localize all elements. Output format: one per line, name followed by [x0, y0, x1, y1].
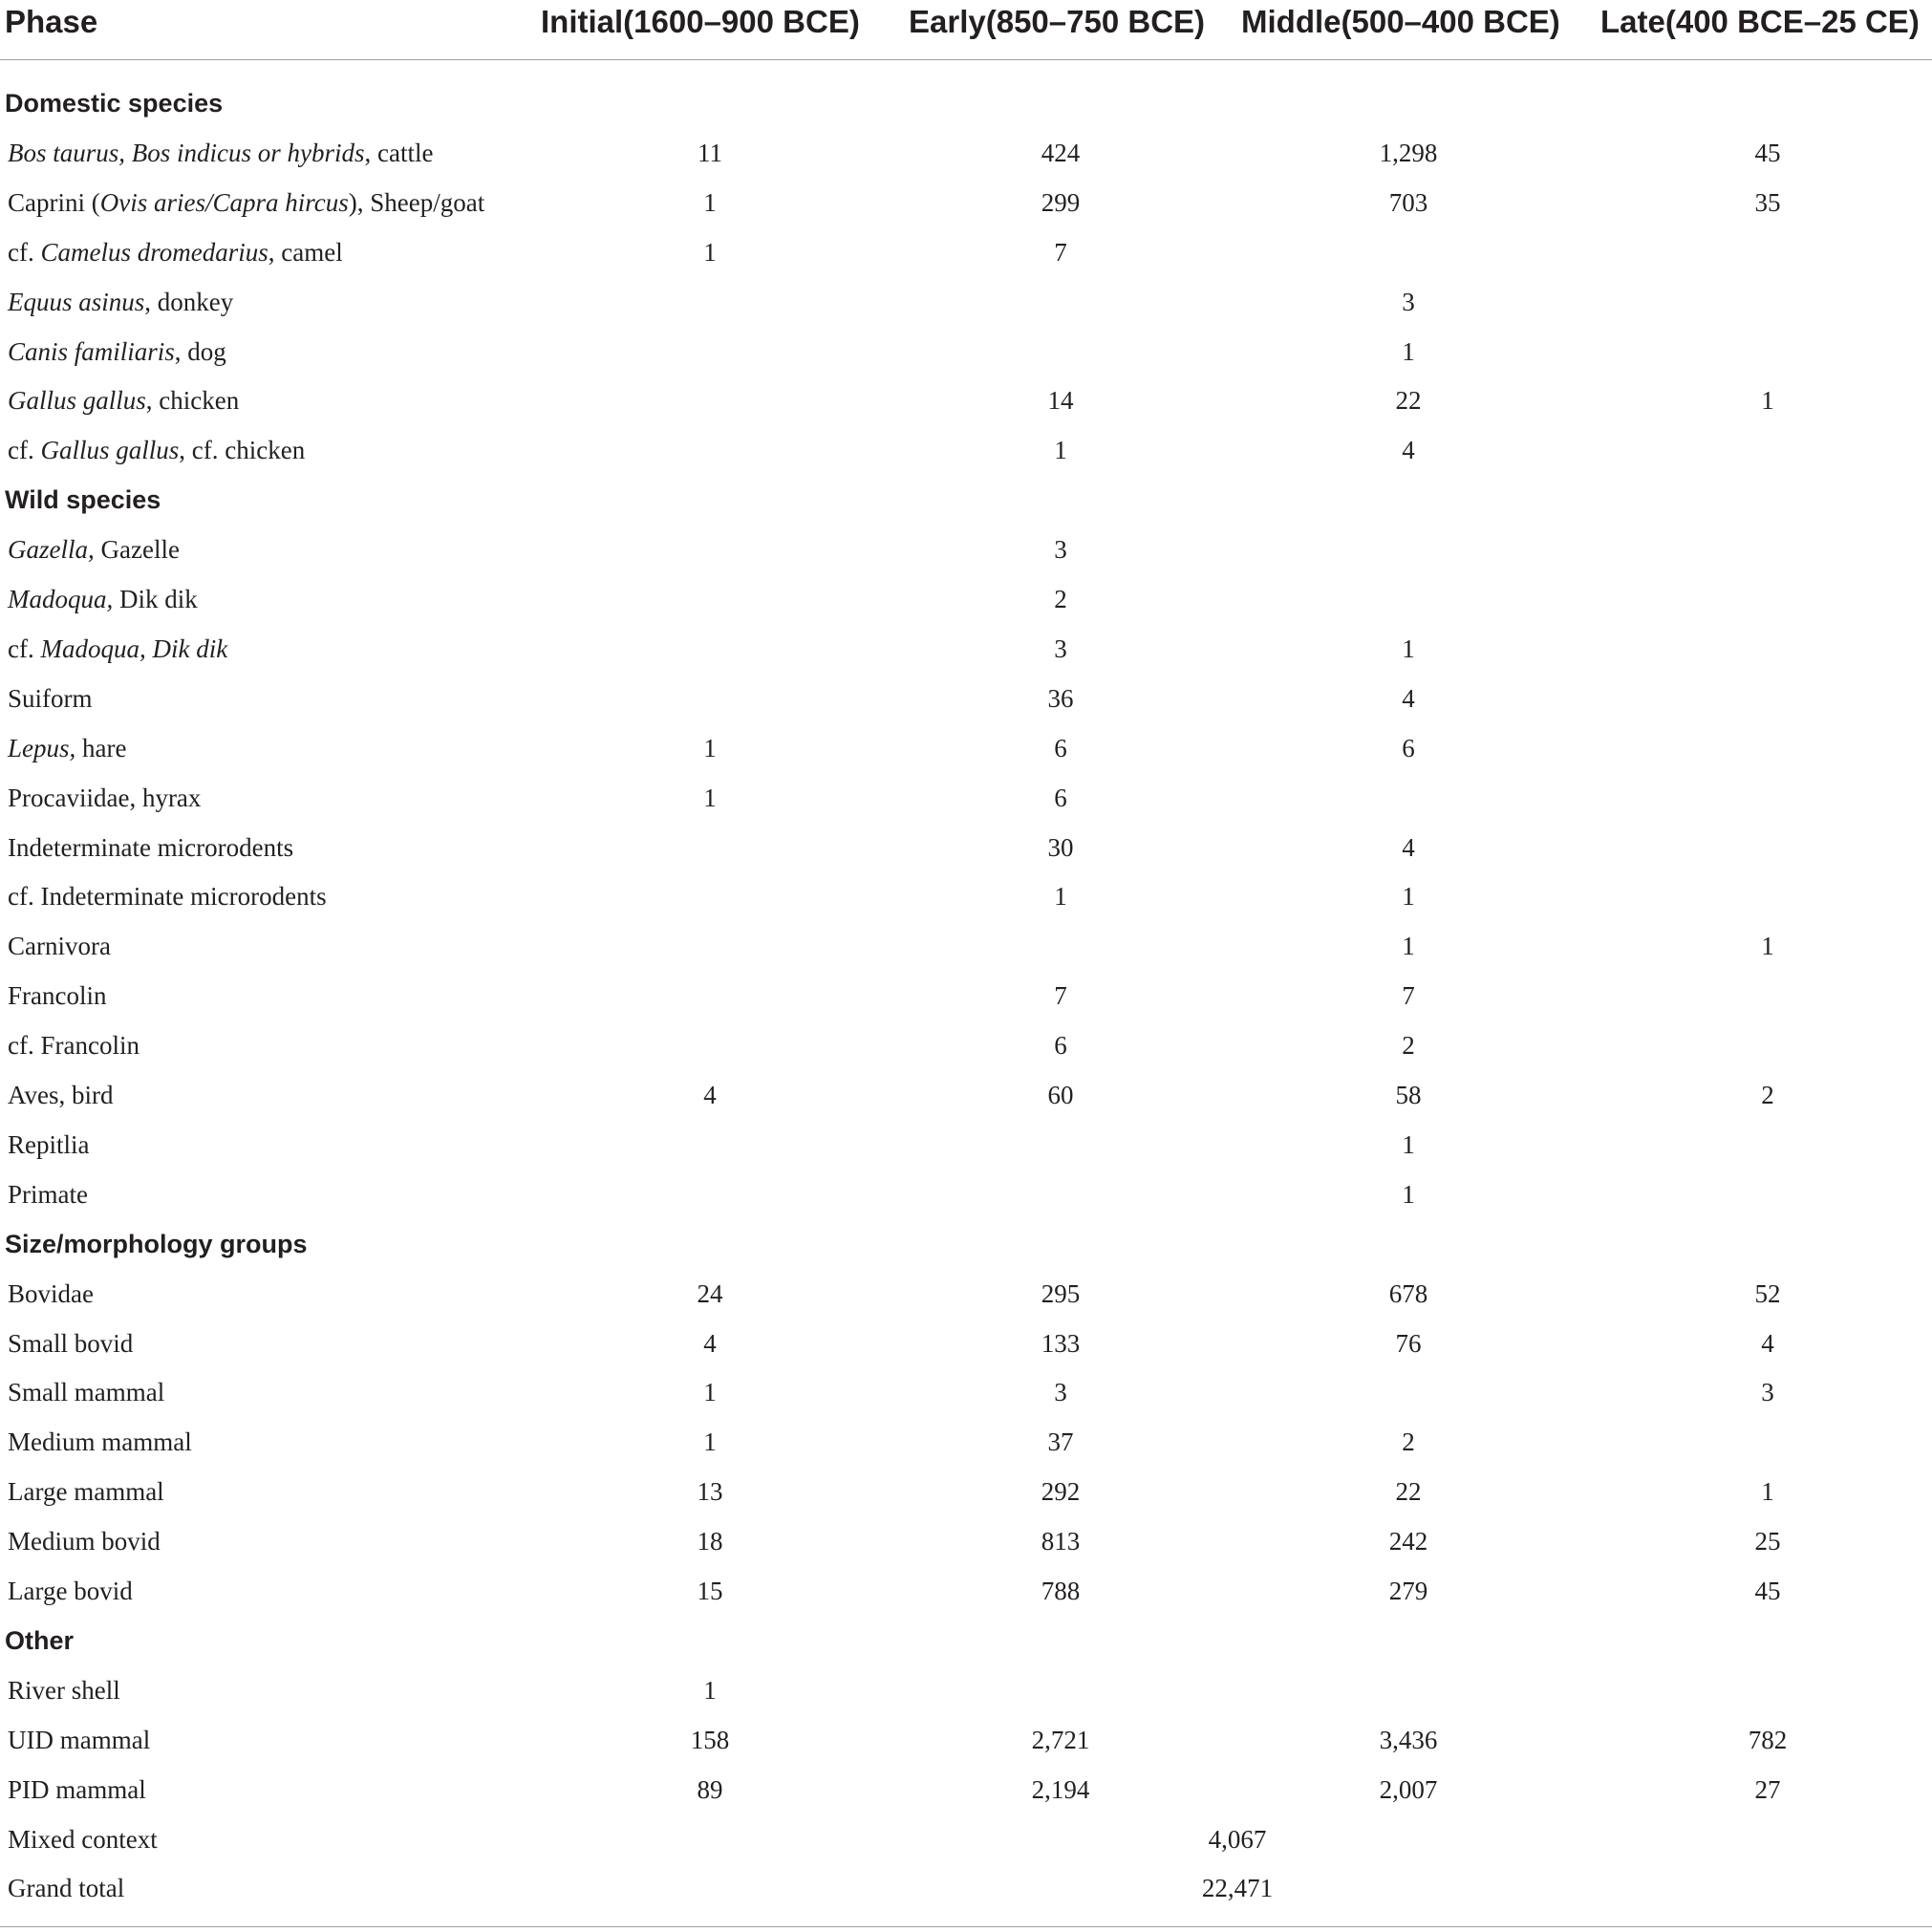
section-row-other — [0, 1616, 1932, 1665]
row-label-part: Mixed context — [8, 1824, 158, 1854]
row-label-part: Ovis aries/Capra hircus — [99, 187, 349, 217]
table-cell: 1 — [703, 187, 717, 217]
row-label — [8, 128, 434, 178]
section-heading: Domestic species — [5, 89, 224, 118]
table-cell: 242 — [1388, 1527, 1428, 1556]
table-row — [0, 376, 1932, 425]
table-cell: 292 — [1041, 1477, 1081, 1507]
table-cell: 3 — [1054, 633, 1067, 663]
table-cell: 3,436 — [1379, 1725, 1438, 1754]
table-cell: 295 — [1041, 1278, 1081, 1308]
row-label-part: Indeterminate microrodents — [8, 832, 294, 862]
row-label-part: Suiform — [8, 683, 93, 713]
row-label-part: Grand total — [8, 1874, 125, 1903]
table-cell: 1 — [1054, 882, 1067, 912]
table-cell: 27 — [1754, 1774, 1781, 1804]
section-heading: Wild species — [5, 485, 161, 515]
table-cell: 1,298 — [1379, 138, 1438, 167]
table-cell: 1 — [703, 237, 717, 267]
table-cell — [1672, 1665, 1863, 1715]
table-cell: 4 — [1761, 1328, 1774, 1358]
table-cell — [1313, 574, 1504, 624]
row-label — [8, 425, 305, 475]
table-cell: 1 — [703, 783, 717, 812]
table-cell: 158 — [690, 1725, 730, 1754]
table-row — [0, 277, 1932, 327]
table-cell — [1313, 1367, 1504, 1417]
table-cell: 133 — [1041, 1328, 1081, 1358]
table-cell — [1672, 1417, 1863, 1467]
row-label-part: , camel — [268, 237, 343, 267]
table-row — [0, 1319, 1932, 1368]
table-cell: 813 — [1041, 1527, 1081, 1556]
row-label — [8, 1269, 94, 1319]
table-cell: 18 — [697, 1527, 723, 1556]
row-label — [8, 1120, 89, 1170]
row-label — [8, 823, 293, 872]
row-label — [8, 1566, 133, 1616]
table-cell: 1 — [703, 733, 717, 762]
row-label-part: Medium bovid — [8, 1527, 161, 1556]
table-cell — [1672, 871, 1863, 921]
row-label-part: Large mammal — [8, 1477, 164, 1507]
row-label — [8, 1417, 192, 1467]
row-label — [8, 327, 226, 376]
row-label-part: Dik dik — [113, 585, 198, 613]
table-cell: 24 — [697, 1278, 723, 1308]
table-cell: 6 — [1402, 733, 1415, 762]
row-label-part: cf. — [8, 436, 41, 465]
table-cell: 1 — [703, 1675, 717, 1705]
table-row — [0, 227, 1932, 277]
row-label — [8, 1319, 133, 1368]
table-cell: 678 — [1388, 1278, 1428, 1308]
table-cell: 1 — [1054, 436, 1067, 465]
row-label — [8, 376, 239, 425]
table-cell: 22 — [1395, 386, 1422, 416]
table-cell — [614, 277, 805, 327]
row-label — [8, 624, 227, 674]
row-label-part: Medium mammal — [8, 1428, 192, 1457]
table-cell — [1672, 227, 1863, 277]
table-row — [0, 723, 1932, 773]
table-row — [0, 1020, 1932, 1070]
table-cell: 89 — [697, 1774, 723, 1804]
table-row — [0, 1814, 1932, 1864]
row-label — [8, 525, 180, 574]
section-row-wild — [0, 475, 1932, 525]
table-cell: 1 — [1402, 1129, 1415, 1159]
row-label-part: ), Sheep/goat — [348, 187, 485, 217]
table-cell — [1672, 823, 1863, 872]
table-cell: 3 — [1761, 1378, 1774, 1407]
table-cell: 6 — [1054, 733, 1067, 762]
total-cell: 22,471 — [1201, 1874, 1274, 1903]
table-cell: 2 — [1402, 1031, 1415, 1061]
table-row — [0, 773, 1932, 823]
section-row-domestic — [0, 78, 1932, 128]
table-cell: 13 — [697, 1477, 723, 1507]
row-label-part: cf. — [8, 633, 41, 663]
table-row — [0, 971, 1932, 1020]
table-row — [0, 574, 1932, 624]
table-row — [0, 1170, 1932, 1219]
row-label — [8, 1170, 88, 1219]
table-cell: 76 — [1395, 1328, 1422, 1358]
header-initial: Initial(1600–900 BCE) — [541, 4, 860, 39]
table-cell — [1672, 327, 1863, 376]
table-cell: 7 — [1402, 981, 1415, 1011]
table-cell: 782 — [1748, 1725, 1788, 1754]
table-cell — [614, 624, 805, 674]
table-cell — [614, 327, 805, 376]
table-cell: 45 — [1754, 1577, 1781, 1605]
table-row — [0, 1070, 1932, 1120]
row-label — [8, 178, 484, 227]
table-row — [0, 327, 1932, 376]
table-cell: 1 — [703, 1428, 717, 1457]
table-row — [0, 525, 1932, 574]
table-cell: 1 — [1761, 1477, 1774, 1507]
table-cell: 4 — [703, 1081, 717, 1109]
row-label-part: Equus asinus — [8, 287, 145, 316]
table-cell — [614, 376, 805, 425]
row-label-part: Madoqua, Dik dik — [40, 633, 228, 663]
table-cell: 11 — [698, 138, 722, 167]
table-cell: 2,007 — [1379, 1774, 1438, 1804]
table-row — [0, 1467, 1932, 1516]
row-label — [8, 1367, 164, 1417]
table-cell: 6 — [1054, 1031, 1067, 1061]
table-cell: 1 — [1402, 882, 1415, 912]
table-cell: 25 — [1754, 1527, 1781, 1556]
row-label-part: , cattle — [364, 138, 434, 167]
table-cell: 703 — [1388, 187, 1428, 217]
row-label-part: cf. Indeterminate microrodents — [8, 882, 327, 912]
row-label-part: Large bovid — [8, 1577, 133, 1605]
header-middle: Middle(500–400 BCE) — [1241, 4, 1560, 39]
row-label — [8, 277, 233, 327]
row-label — [8, 773, 201, 823]
table-cell: 14 — [1047, 386, 1074, 416]
table-row — [0, 1863, 1932, 1913]
table-cell — [965, 1120, 1156, 1170]
table-cell — [1672, 723, 1863, 773]
row-label-part: Francolin — [8, 981, 107, 1011]
section-row-size — [0, 1219, 1932, 1269]
table-cell — [614, 574, 805, 624]
table-cell — [614, 425, 805, 475]
row-label-part: Canis familiaris — [8, 336, 175, 366]
table-cell — [614, 823, 805, 872]
table-cell — [1672, 277, 1863, 327]
table-cell — [614, 525, 805, 574]
bottom-rule — [0, 1926, 1932, 1927]
table-cell: 279 — [1388, 1577, 1428, 1605]
table-cell: 1 — [703, 1378, 717, 1407]
row-label-part: Caprini ( — [8, 187, 100, 217]
row-label-part: Primate — [8, 1179, 88, 1209]
header-early: Early(850–750 BCE) — [909, 4, 1206, 39]
table-cell — [1672, 525, 1863, 574]
table-cell: 2,721 — [1031, 1725, 1090, 1754]
table-row — [0, 178, 1932, 227]
table-cell — [1313, 1665, 1504, 1715]
row-label — [8, 723, 126, 773]
table-cell: 4 — [1402, 683, 1415, 713]
row-label-part: , dog — [174, 336, 226, 366]
table-cell — [1672, 425, 1863, 475]
table-cell — [1672, 773, 1863, 823]
table-cell: 45 — [1754, 138, 1781, 167]
table-cell: 3 — [1054, 1378, 1067, 1407]
row-label — [8, 871, 327, 921]
table-cell — [614, 971, 805, 1020]
table-cell: 37 — [1047, 1428, 1074, 1457]
table-cell — [1672, 971, 1863, 1020]
table-cell: 3 — [1402, 287, 1415, 316]
row-label-part: Lepus, — [8, 733, 76, 762]
row-label — [8, 921, 111, 971]
row-label — [8, 1467, 164, 1516]
table-row — [0, 1765, 1932, 1814]
table-cell: 30 — [1047, 832, 1074, 862]
row-label-part: Madoqua, — [8, 585, 114, 613]
row-label-part: Bos taurus, Bos indicus or hybrids — [8, 138, 365, 167]
table-row — [0, 624, 1932, 674]
table-cell — [1672, 1120, 1863, 1170]
table-cell — [614, 674, 805, 723]
table-cell: 2 — [1054, 585, 1067, 613]
table-row — [0, 1417, 1932, 1467]
row-label-part: PID mammal — [8, 1774, 146, 1804]
section-heading: Other — [5, 1625, 75, 1655]
row-label — [8, 1863, 124, 1913]
table-cell — [1672, 1020, 1863, 1070]
row-label — [8, 227, 343, 277]
total-cell: 4,067 — [1208, 1824, 1267, 1854]
table-cell: 4 — [703, 1328, 717, 1358]
table-cell — [614, 921, 805, 971]
row-label — [8, 971, 106, 1020]
table-cell: 60 — [1047, 1081, 1074, 1109]
table-row — [0, 425, 1932, 475]
row-label — [8, 1070, 113, 1120]
table-cell: 1 — [1402, 1179, 1415, 1209]
table-row — [0, 871, 1932, 921]
table-cell: 52 — [1754, 1278, 1781, 1308]
row-label-part: Gallus gallus — [40, 436, 180, 465]
table-cell — [1672, 624, 1863, 674]
table-header — [0, 0, 1932, 59]
table-cell — [965, 1170, 1156, 1219]
table-cell — [1313, 227, 1504, 277]
table-cell: 36 — [1047, 683, 1074, 713]
table-cell: 7 — [1054, 237, 1067, 267]
row-label-part: Repitlia — [8, 1129, 90, 1159]
row-label-part: UID mammal — [8, 1725, 151, 1754]
row-label-part: cf. — [8, 237, 41, 267]
table-cell: 58 — [1395, 1081, 1422, 1109]
row-label-part: Gazelle — [94, 535, 180, 565]
row-label-part: Gazella, — [8, 535, 95, 565]
table-cell: 35 — [1754, 187, 1781, 217]
table-cell: 788 — [1041, 1577, 1081, 1605]
row-label-part: , donkey — [144, 287, 234, 316]
table-cell: 1 — [1761, 386, 1774, 416]
header-late: Late(400 BCE–25 CE) — [1600, 4, 1920, 39]
section-heading: Size/morphology groups — [5, 1229, 308, 1258]
row-label — [8, 674, 93, 723]
row-label — [8, 1765, 146, 1814]
row-label-part: Small bovid — [8, 1328, 134, 1358]
row-label-part: , cf. chicken — [179, 436, 306, 465]
table-cell: 299 — [1041, 187, 1081, 217]
table-cell: 2,194 — [1031, 1774, 1090, 1804]
row-label — [8, 1665, 120, 1715]
table-cell — [1672, 574, 1863, 624]
row-label — [8, 574, 198, 624]
table-row — [0, 921, 1932, 971]
row-label-part: Aves, bird — [8, 1081, 114, 1109]
row-label-part: Procaviidae, hyrax — [8, 783, 202, 812]
row-label-part: River shell — [8, 1675, 120, 1705]
row-label — [8, 1020, 140, 1070]
table-cell: 4 — [1402, 436, 1415, 465]
table-cell: 2 — [1761, 1081, 1774, 1109]
table-row — [0, 823, 1932, 872]
header-phase: Phase — [5, 4, 98, 39]
table-cell — [614, 1170, 805, 1219]
table-row — [0, 1715, 1932, 1765]
table-cell: 15 — [697, 1577, 723, 1605]
table-cell: 6 — [1054, 783, 1067, 812]
table-cell: 22 — [1395, 1477, 1422, 1507]
table-cell — [1313, 525, 1504, 574]
table-cell — [1672, 1170, 1863, 1219]
table-row — [0, 128, 1932, 178]
table-cell: 7 — [1054, 981, 1067, 1011]
row-label — [8, 1814, 158, 1864]
table-cell: 1 — [1402, 336, 1415, 366]
row-label-part: cf. Francolin — [8, 1031, 140, 1061]
row-label-part: Gallus gallus — [8, 386, 146, 416]
table-cell — [1313, 773, 1504, 823]
table-cell — [965, 277, 1156, 327]
table-cell: 1 — [1402, 633, 1415, 663]
table-cell — [965, 1665, 1156, 1715]
table-cell — [965, 327, 1156, 376]
table-row — [0, 674, 1932, 723]
row-label-part: hare — [75, 733, 127, 762]
table-cell — [614, 1120, 805, 1170]
table-row — [0, 1566, 1932, 1616]
row-label — [8, 1715, 150, 1765]
table-cell: 424 — [1041, 138, 1081, 167]
table-cell — [1672, 674, 1863, 723]
table-row — [0, 1665, 1932, 1715]
table-cell: 2 — [1402, 1428, 1415, 1457]
table-cell: 4 — [1402, 832, 1415, 862]
row-label-part: Camelus dromedarius — [40, 237, 268, 267]
table-row — [0, 1269, 1932, 1319]
row-label — [8, 1516, 161, 1566]
row-label-part: Carnivora — [8, 932, 111, 961]
table-cell: 3 — [1054, 535, 1067, 565]
table-cell — [614, 871, 805, 921]
table-row — [0, 1516, 1932, 1566]
table-cell: 1 — [1761, 932, 1774, 961]
header-rule — [0, 59, 1932, 60]
row-label-part: Bovidae — [8, 1278, 94, 1308]
table-row — [0, 1367, 1932, 1417]
table-cell — [614, 1020, 805, 1070]
table-cell — [965, 921, 1156, 971]
row-label-part: Small mammal — [8, 1378, 165, 1407]
table-cell: 1 — [1402, 932, 1415, 961]
row-label-part: , chicken — [145, 386, 240, 416]
table-row — [0, 1120, 1932, 1170]
